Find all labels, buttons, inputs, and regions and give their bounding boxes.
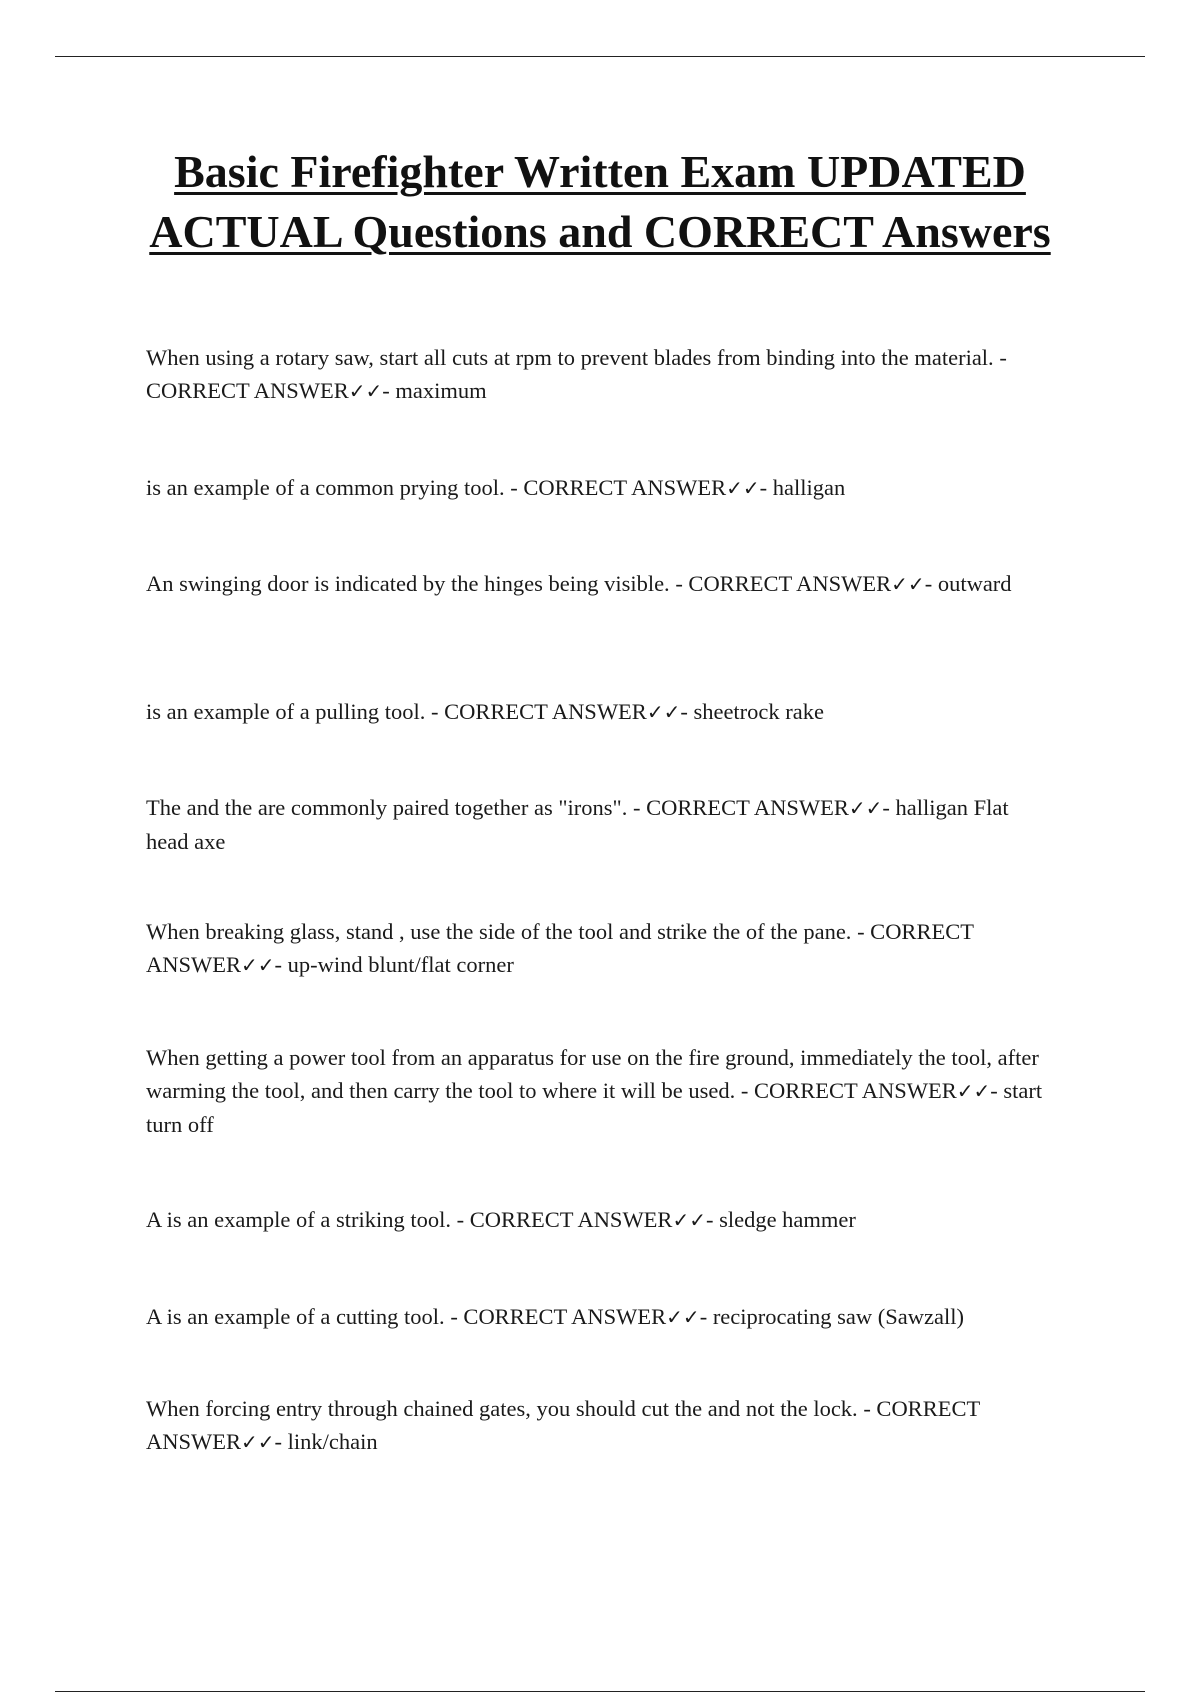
bottom-rule (55, 1691, 1145, 1692)
double-check-icon: ✓✓ (241, 1430, 275, 1454)
question-text: When breaking glass, stand , use the side of the tool and strike the of the pane. (146, 919, 852, 944)
double-check-icon: ✓✓ (956, 1079, 991, 1103)
qa-item-7 (146, 1041, 1076, 1141)
double-check-icon: ✓✓ (848, 796, 883, 820)
correct-answer-marker: - CORRECT ANSWER (675, 571, 892, 596)
qa-item-3 (146, 567, 1016, 601)
correct-answer-marker: - CORRECT ANSWER (450, 1304, 667, 1329)
question-text: An swinging door is indicated by the hinges being visible. (146, 571, 670, 596)
answer-text: halligan (772, 475, 846, 500)
question-text: When forcing entry through chained gates, you should cut the and not the lock. (146, 1396, 858, 1421)
correct-answer-marker: - CORRECT ANSWER (740, 1078, 957, 1103)
answer-text: start turn off (146, 1078, 1043, 1137)
answer-dash: - (705, 1207, 714, 1232)
correct-answer-marker: - CORRECT ANSWER (146, 1396, 980, 1454)
double-check-icon: ✓✓ (891, 572, 925, 596)
correct-answer-marker: - CORRECT ANSWER (456, 1207, 673, 1232)
correct-answer-marker: - CORRECT ANSWER (146, 919, 974, 977)
qa-item-2 (146, 471, 1076, 505)
correct-answer-marker: - CORRECT ANSWER (146, 345, 1007, 403)
double-check-icon: ✓✓ (672, 1208, 706, 1232)
question-text: When getting a power tool from an apparatus for use on the fire ground, immediately the tool, after warming the tool, and then carry the tool to where it will be used. (146, 1045, 1039, 1103)
answer-dash: - (924, 571, 933, 596)
document-title: Basic Firefighter Written Exam UPDATED ACTUAL Questions and CORRECT Answers (149, 146, 1051, 257)
answer-dash: - (680, 699, 688, 724)
correct-answer-marker: - CORRECT ANSWER (510, 475, 727, 500)
question-text: A is an example of a striking tool. (146, 1207, 451, 1232)
correct-answer-marker: - CORRECT ANSWER (430, 699, 647, 724)
answer-text: up-wind blunt/flat corner (287, 952, 514, 977)
question-text: When using a rotary saw, start all cuts at rpm to prevent blades from binding into the material. (146, 345, 994, 370)
top-rule (55, 56, 1145, 57)
qa-item-5 (146, 791, 1051, 858)
double-check-icon: ✓✓ (726, 476, 760, 500)
answer-text: outward (937, 571, 1012, 596)
qa-item-10 (146, 1392, 1076, 1459)
answer-dash: - (759, 475, 768, 500)
question-text: is an example of a common prying tool. (146, 475, 505, 500)
double-check-icon: ✓✓ (646, 700, 681, 724)
answer-text: maximum (395, 378, 487, 403)
answer-dash: - (274, 1429, 283, 1454)
answer-dash: - (699, 1304, 708, 1329)
qa-item-6 (146, 915, 1076, 982)
answer-dash: - (382, 378, 390, 403)
qa-item-9 (146, 1300, 1076, 1334)
question-text: A is an example of a cutting tool. (146, 1304, 445, 1329)
correct-answer-marker: - CORRECT ANSWER (632, 795, 849, 820)
answer-dash: - (274, 952, 283, 977)
question-text: The and the are commonly paired together as "irons". (146, 795, 628, 820)
double-check-icon: ✓✓ (241, 953, 275, 977)
answer-text: sledge hammer (719, 1207, 856, 1232)
question-text: is an example of a pulling tool. (146, 699, 426, 724)
answer-text: reciprocating saw (Sawzall) (712, 1304, 964, 1329)
qa-item-8 (146, 1203, 1076, 1237)
answer-text: sheetrock rake (693, 699, 825, 724)
double-check-icon: ✓✓ (666, 1305, 700, 1329)
answer-dash: - (882, 795, 890, 820)
answer-text: halligan Flat head axe (146, 795, 1009, 854)
answer-text: link/chain (287, 1429, 378, 1454)
answer-dash: - (990, 1078, 998, 1103)
qa-item-1 (146, 341, 1076, 408)
double-check-icon: ✓✓ (348, 379, 383, 403)
qa-item-4 (146, 695, 1076, 729)
